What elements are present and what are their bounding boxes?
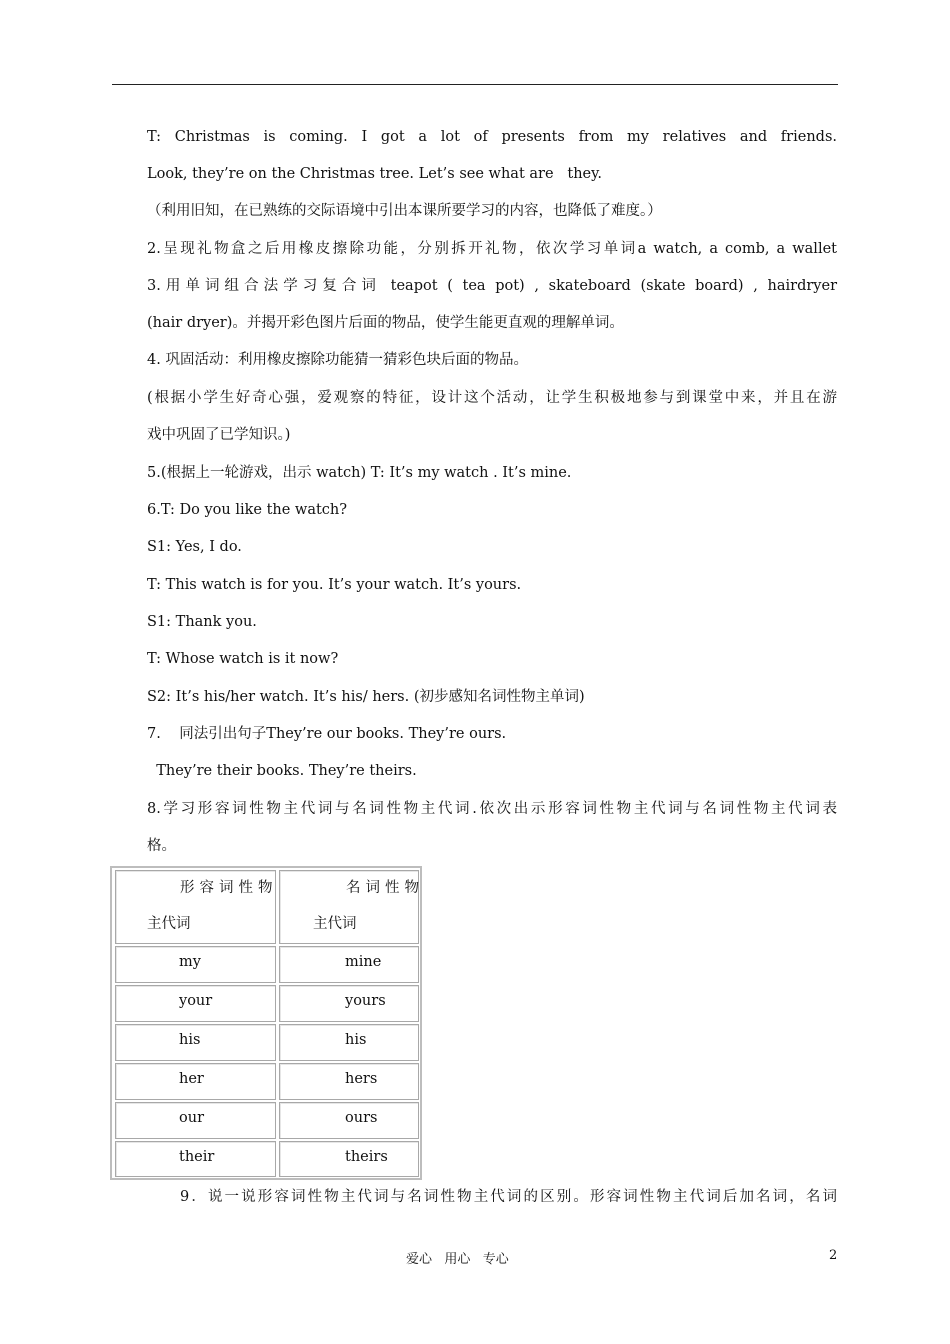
table-row-1-right (279, 946, 419, 983)
text-line-6: (hair dryer)。并揭开彩色图片后面的物品，使学生能更直观的理解单词。 (147, 315, 624, 331)
text-line-8: (根据小学生好奇心强，爱观察的特征，设计这个活动，让学生积极地参与到课堂中来，并且在游 (147, 390, 837, 406)
table-row-1-left (115, 946, 276, 983)
table-cell: his (345, 1032, 367, 1048)
text-line-2: Look, they’re on the Christmas tree. Let’s see what are they. (147, 166, 602, 182)
table-header-right-line1: 名词性物 (346, 880, 424, 896)
table-cell: his (179, 1032, 201, 1048)
table-row-4-left (115, 1063, 276, 1100)
footer-motto: 爱心 用心 专心 (406, 1252, 509, 1267)
table-row-5-left (115, 1102, 276, 1139)
text-line-19: 8.学习形容词性物主代词与名词性物主代词.依次出示形容词性物主代词与名词性物主代词表 (147, 801, 837, 817)
table-row-2-right (279, 985, 419, 1022)
text-line-10: 5.(根据上一轮游戏，出示 watch) T: It’s my watch . It’s mine. (147, 465, 572, 481)
table-cell: our (179, 1110, 204, 1126)
text-line-5: 3.用单词组合法学习复合词 teapot ( tea pot) , skateboard (skate board) , hairdryer (147, 278, 837, 294)
table-cell: their (179, 1149, 215, 1165)
table-row-6-right (279, 1141, 419, 1177)
table-row-6-left (115, 1141, 276, 1177)
table-row-4-right (279, 1063, 419, 1100)
text-line-16: S2: It’s his/her watch. It’s his/ hers. (初步感知名词性物主单词) (147, 689, 585, 705)
text-line-18: They’re their books. They’re theirs. (147, 763, 417, 779)
text-line-15: T: Whose watch is it now? (147, 651, 339, 667)
text-line-1: T: Christmas is coming. I got a lot of presents from my relatives and friends. (147, 129, 837, 145)
text-line-12: S1: Yes, I do. (147, 539, 242, 555)
table-cell: mine (345, 954, 382, 970)
table-header-right (279, 870, 424, 944)
text-line-11: 6.T: Do you like the watch? (147, 502, 348, 518)
table-cell: ours (345, 1110, 378, 1126)
table-row-2-left (115, 985, 276, 1022)
text-line-4: 2.呈现礼物盒之后用橡皮擦除功能，分别拆开礼物，依次学习单词a watch, a comb, a wallet (147, 241, 837, 257)
table-header-left (115, 870, 276, 944)
table-row-3-left (115, 1024, 276, 1061)
text-after-table: 9．说一说形容词性物主代词与名词性物主代词的区别。形容词性物主代词后加名词，名词 (180, 1189, 837, 1205)
table-cell: your (179, 993, 213, 1009)
text-line-14: S1: Thank you. (147, 614, 257, 630)
table-row-3-right (279, 1024, 419, 1061)
text-line-20: 格。 (147, 838, 176, 854)
table-cell: hers (345, 1071, 378, 1087)
table-header-left-line2: 主代词 (147, 916, 191, 932)
table-cell: theirs (345, 1149, 388, 1165)
text-line-7: 4. 巩固活动：利用橡皮擦除功能猜一猜彩色块后面的物品。 (147, 352, 528, 368)
header-rule (112, 84, 838, 85)
page-number: 2 (829, 1248, 838, 1263)
text-line-13: T: This watch is for you. It’s your watch. It’s yours. (147, 577, 522, 593)
text-line-3: （利用旧知，在已熟练的交际语境中引出本课所要学习的内容，也降低了难度。） (147, 203, 662, 219)
table-cell: yours (345, 993, 386, 1009)
text-line-9: 戏中巩固了已学知识。) (147, 427, 291, 443)
table-cell: her (179, 1071, 204, 1087)
table-row-5-right (279, 1102, 419, 1139)
text-line-17: 7. 同法引出句子They’re our books. They’re ours. (147, 726, 507, 742)
table-cell: my (179, 954, 201, 970)
table-header-right-line2: 主代词 (313, 916, 357, 932)
table-header-left-line1: 形容词性物 (180, 880, 278, 896)
